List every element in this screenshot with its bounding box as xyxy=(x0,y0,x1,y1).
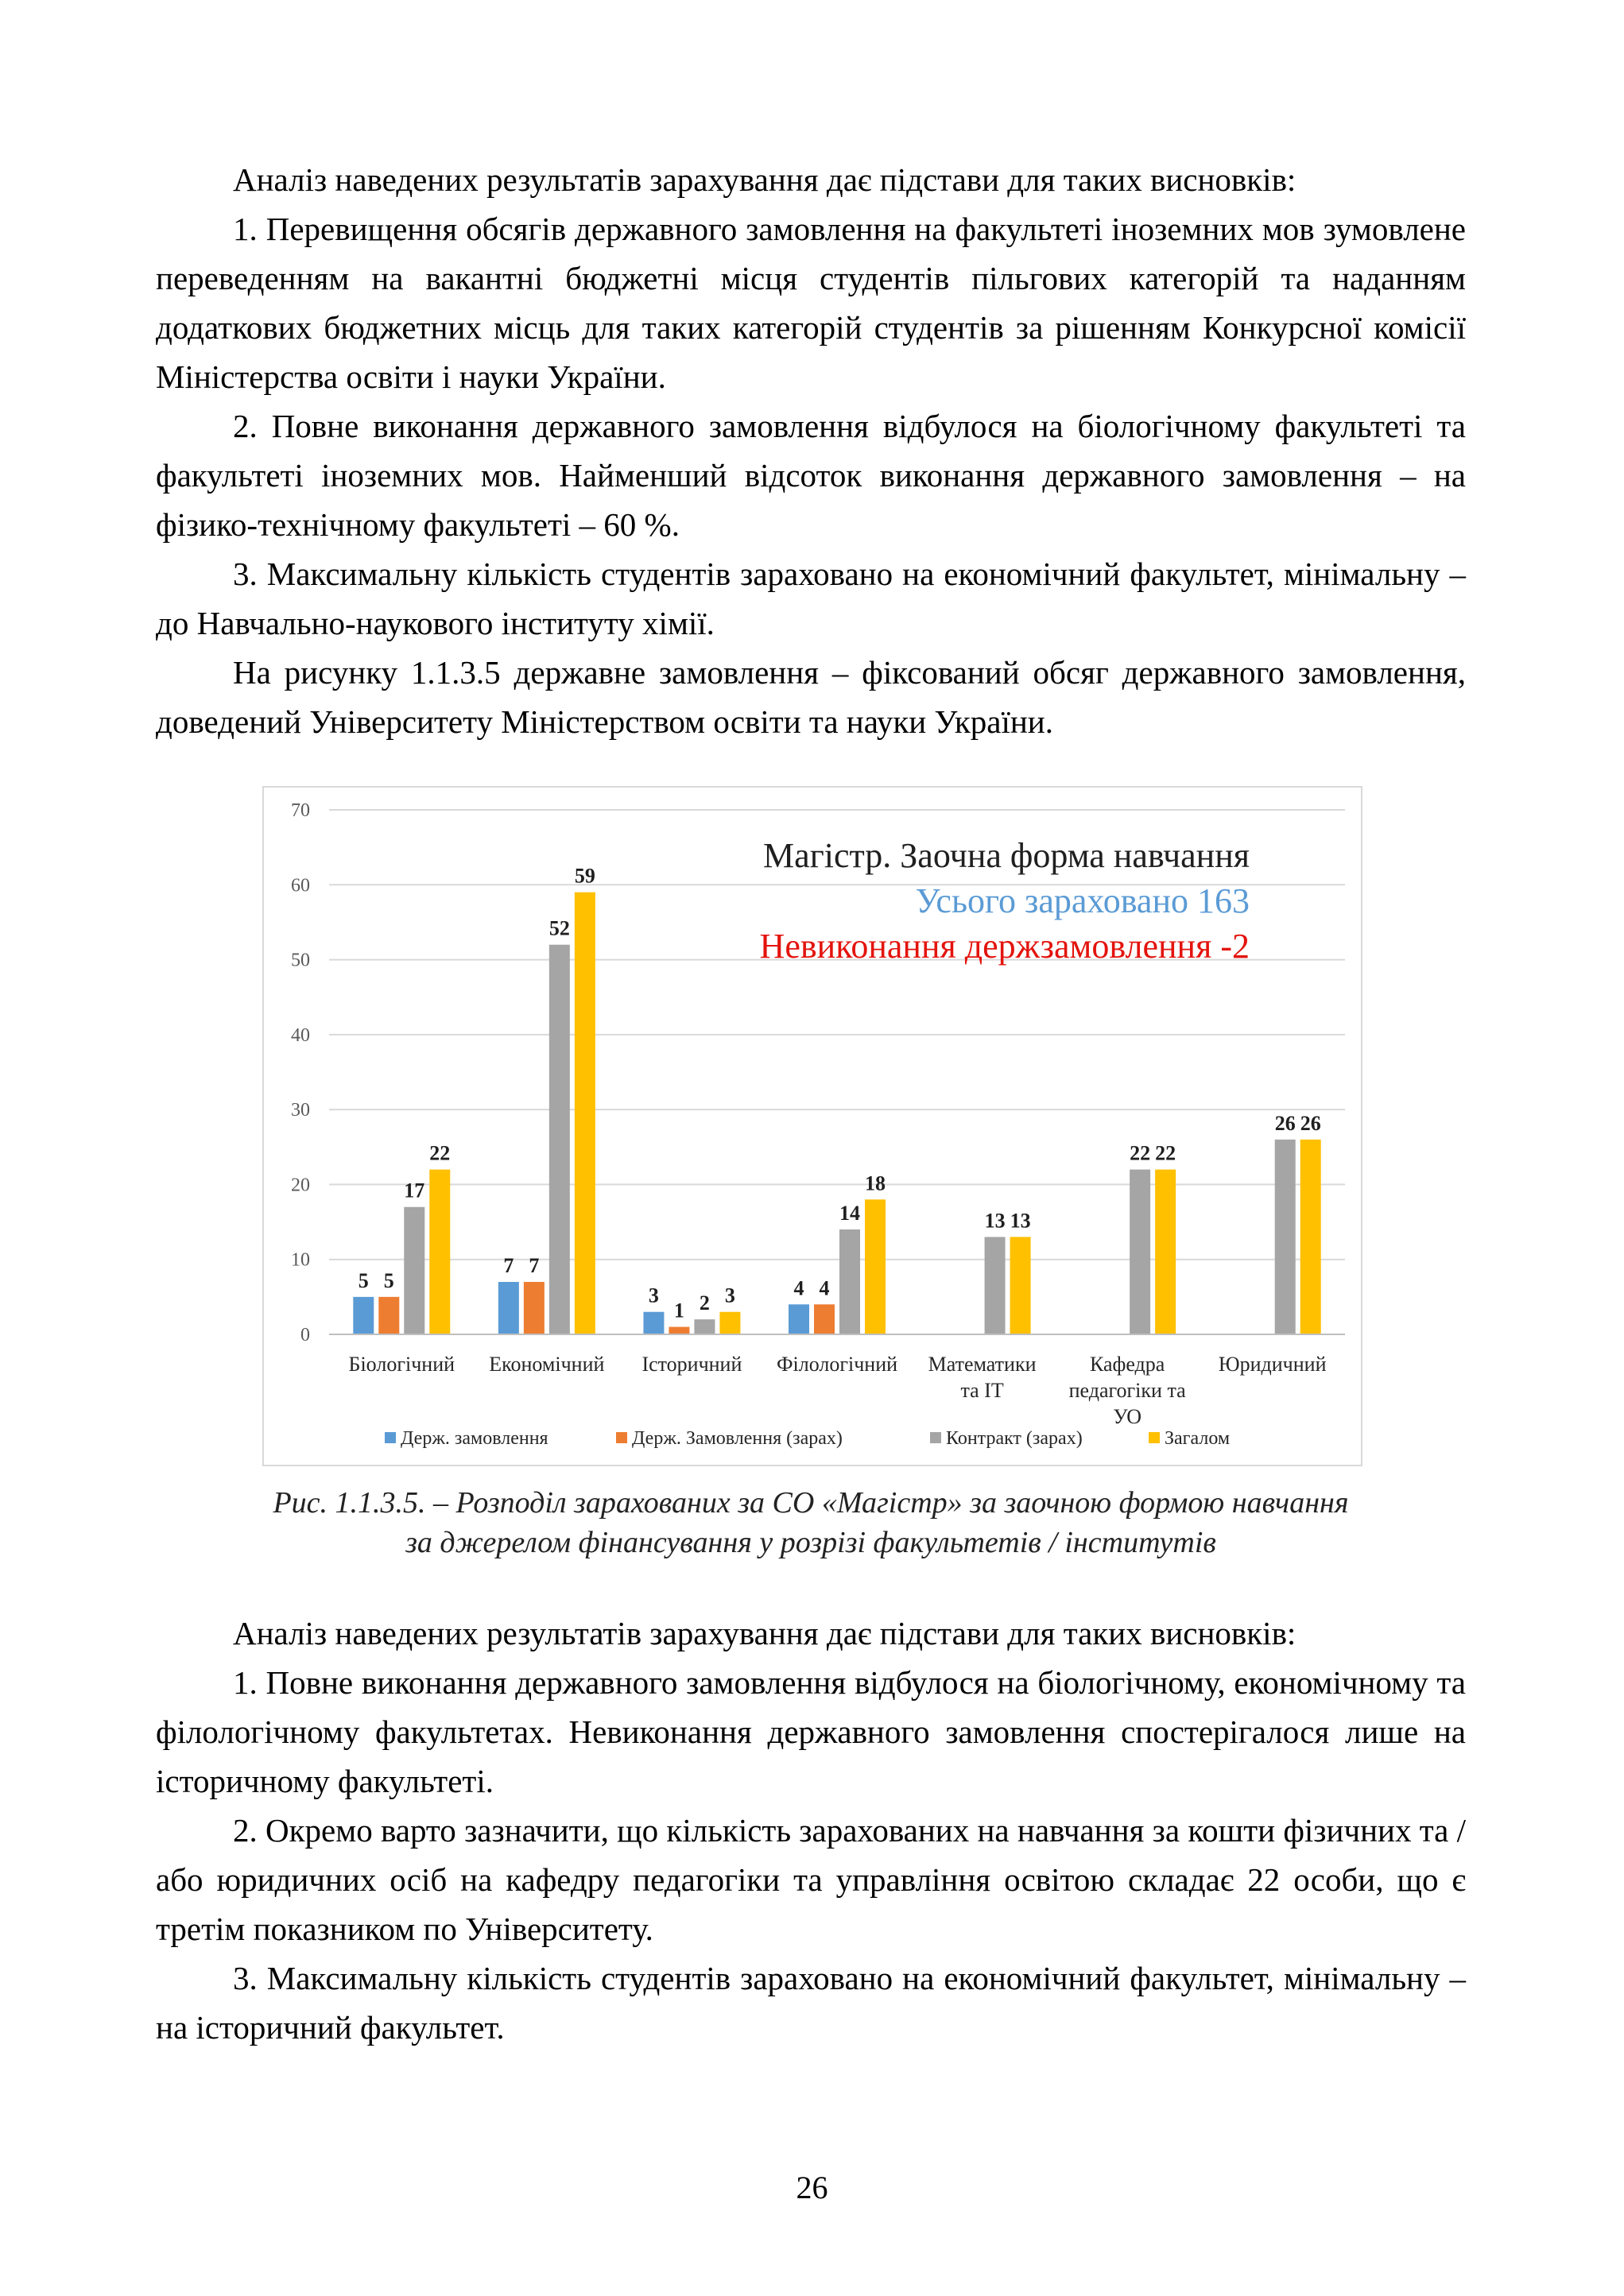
bar-0-1 xyxy=(378,1297,399,1334)
data-label-0-3: 22 xyxy=(429,1141,451,1165)
data-label-1-2: 52 xyxy=(548,916,570,940)
x-tick-label-0-0: Біологічний xyxy=(348,1353,455,1376)
enrollment-chart xyxy=(262,786,1362,1466)
bar-2-1 xyxy=(669,1327,689,1334)
figure-caption xyxy=(156,1483,1466,1562)
chart-title-line-1: Усього зараховано 163 xyxy=(915,881,1250,920)
x-tick-label-2-0: Історичний xyxy=(641,1353,742,1376)
data-label-3-3: 18 xyxy=(865,1171,886,1195)
x-tick-label-4-1: та ІТ xyxy=(960,1379,1004,1402)
legend-label-2: Контракт (зарах) xyxy=(946,1428,1083,1449)
chart-title-line-2: Невиконання держзамовлення -2 xyxy=(759,927,1250,966)
bottom-paragraph-3: 2. Окремо варто зазначити, що кількість зарахованих на навчання за кошти фізичних та / або юридичних осіб на кафедру педагогіки та управління освітою складає 22 особи, що є третім показником по Університету. xyxy=(156,1812,1466,1947)
data-label-1-3: 59 xyxy=(574,864,595,888)
bottom-paragraph-4: 3. Максимальну кількість студентів зараховано на економічний факультет, мінімальну – на історичний факультет. xyxy=(156,1960,1466,2046)
bar-0-0 xyxy=(353,1297,374,1334)
data-label-2-2: 2 xyxy=(699,1291,710,1315)
x-tick-label-5-1: педагогіки та xyxy=(1068,1379,1186,1402)
data-label-1-1: 7 xyxy=(529,1254,540,1277)
caption-line-1: Рис. 1.1.3.5. – Розподіл зарахованих за СО «Магістр» за заочною формою навчання xyxy=(273,1486,1349,1520)
bottom-text-block xyxy=(156,1609,1466,2052)
data-label-3-1: 4 xyxy=(819,1276,830,1300)
data-label-5-3: 22 xyxy=(1155,1141,1176,1165)
bar-1-2 xyxy=(549,945,570,1334)
data-label-0-2: 17 xyxy=(404,1179,425,1202)
data-label-4-2: 13 xyxy=(984,1209,1006,1233)
legend-swatch-1 xyxy=(616,1432,627,1443)
bar-4-3 xyxy=(1010,1237,1031,1334)
x-tick-label-6-0: Юридичний xyxy=(1218,1353,1327,1376)
bar-6-3 xyxy=(1300,1140,1321,1334)
data-label-3-2: 14 xyxy=(839,1202,860,1225)
bar-6-2 xyxy=(1275,1140,1296,1334)
y-tick-label-40: 40 xyxy=(291,1024,310,1046)
top-paragraph-3: 2. Повне виконання державного замовлення відбулося на біологічному факультеті та факультеті іноземних мов. Найменший відсоток виконання державного замовлення – на фізико-технічному факультеті – 60 %. xyxy=(156,408,1466,543)
data-label-4-3: 13 xyxy=(1010,1209,1031,1233)
bar-3-3 xyxy=(865,1199,886,1334)
x-tick-label-5-0: Кафедра xyxy=(1089,1353,1165,1376)
data-label-3-0: 4 xyxy=(793,1276,804,1300)
bottom-paragraph-2: 1. Повне виконання державного замовлення відбулося на біологічному, економічному та філологічному факультетах. Невиконання державного замовлення спостерігалося лише на історичному факультеті. xyxy=(156,1664,1466,1799)
y-tick-label-10: 10 xyxy=(291,1249,310,1271)
top-paragraph-2: 1. Перевищення обсягів державного замовлення на факультеті іноземних мов зумовлене переведенням на вакантні бюджетні місця студентів пільгових категорій та наданням додаткових бюджетних місць для таких категорій студентів за рішенням Конкурсної комісії Міністерства освіти і науки України. xyxy=(156,211,1466,395)
chart-title-line-0: Магістр. Заочна форма навчання xyxy=(763,836,1250,875)
data-label-6-2: 26 xyxy=(1274,1111,1296,1135)
x-tick-label-1-0: Економічний xyxy=(489,1353,605,1376)
bottom-paragraph-1: Аналіз наведених результатів зарахування дає підстави для таких висновків: xyxy=(233,1615,1296,1651)
bar-3-0 xyxy=(789,1304,809,1334)
x-tick-label-4-0: Математики xyxy=(928,1353,1037,1376)
data-label-2-3: 3 xyxy=(724,1284,735,1307)
bar-1-0 xyxy=(498,1282,519,1334)
y-tick-label-60: 60 xyxy=(291,875,310,896)
legend-swatch-3 xyxy=(1149,1432,1160,1443)
bar-2-2 xyxy=(694,1319,715,1334)
bar-1-1 xyxy=(524,1282,545,1334)
bar-0-3 xyxy=(429,1170,450,1334)
bar-2-3 xyxy=(719,1312,740,1334)
data-label-2-0: 3 xyxy=(648,1284,659,1307)
y-tick-label-30: 30 xyxy=(291,1100,310,1121)
y-tick-label-50: 50 xyxy=(291,950,310,971)
bar-5-3 xyxy=(1155,1170,1176,1334)
y-tick-label-20: 20 xyxy=(291,1175,310,1196)
top-paragraph-1: Аналіз наведених результатів зарахування дає підстави для таких висновків: xyxy=(233,161,1296,198)
data-label-6-3: 26 xyxy=(1300,1111,1321,1135)
data-label-0-0: 5 xyxy=(358,1268,369,1292)
bar-3-2 xyxy=(839,1229,860,1334)
data-label-0-1: 5 xyxy=(383,1268,394,1292)
caption-line-2: за джерелом фінансування у розрізі факультетів / інститутів xyxy=(405,1526,1216,1559)
data-label-2-1: 1 xyxy=(673,1299,684,1322)
legend-label-1: Держ. Замовлення (зарах) xyxy=(632,1428,843,1449)
data-label-1-0: 7 xyxy=(503,1254,514,1277)
bar-0-2 xyxy=(404,1207,424,1334)
bar-3-1 xyxy=(814,1304,835,1334)
top-text-block xyxy=(156,155,1466,746)
top-paragraph-4: 3. Максимальну кількість студентів зараховано на економічний факультет, мінімальну – до Навчально-наукового інституту хімії. xyxy=(156,556,1466,641)
page-number: 26 xyxy=(796,2170,828,2205)
y-tick-label-0: 0 xyxy=(300,1325,310,1345)
legend-swatch-0 xyxy=(385,1432,396,1443)
x-tick-label-5-2: УО xyxy=(1113,1405,1142,1428)
bar-4-2 xyxy=(985,1237,1006,1334)
legend-swatch-2 xyxy=(930,1432,941,1443)
bar-5-2 xyxy=(1130,1170,1150,1334)
chart-canvas xyxy=(264,788,1361,1465)
legend-label-3: Загалом xyxy=(1165,1428,1231,1449)
top-paragraph-5: На рисунку 1.1.3.5 державне замовлення – фіксований обсяг державного замовлення, доведений Університету Міністерством освіти та науки України. xyxy=(156,654,1466,740)
bar-2-0 xyxy=(643,1312,664,1334)
bar-1-3 xyxy=(575,892,595,1334)
y-tick-label-70: 70 xyxy=(291,800,310,821)
legend-label-0: Держ. замовлення xyxy=(401,1428,548,1449)
data-label-5-2: 22 xyxy=(1130,1141,1151,1165)
x-tick-label-3-0: Філологічний xyxy=(776,1353,898,1376)
